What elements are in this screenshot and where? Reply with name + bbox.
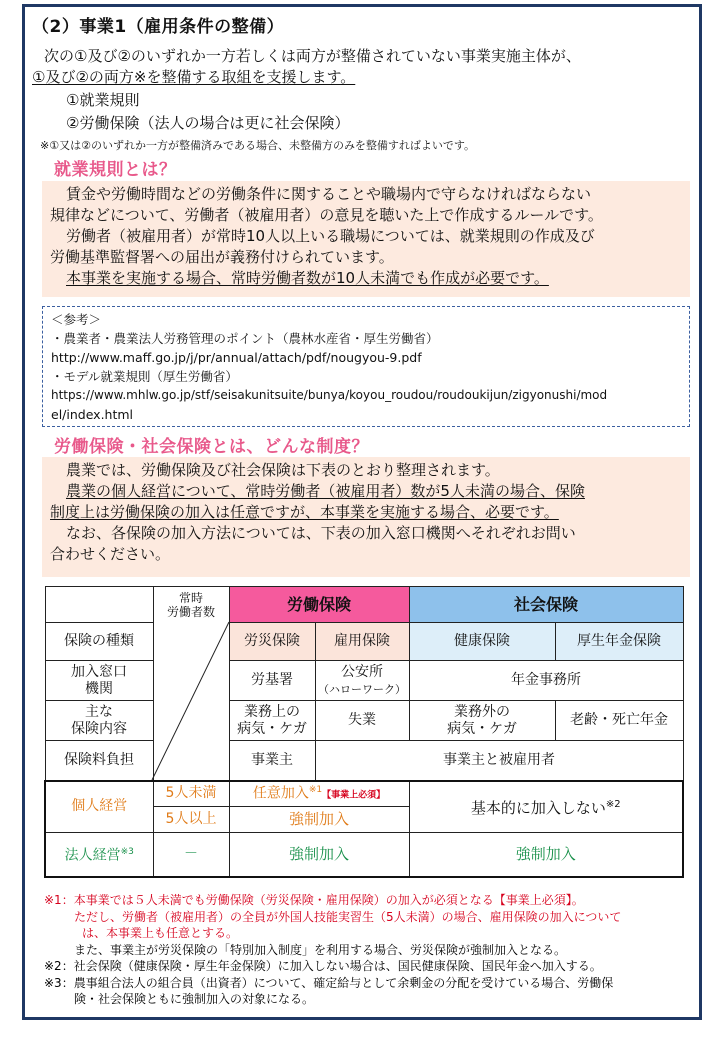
cell-not-join bbox=[409, 781, 683, 833]
cell-content-b: 失業 bbox=[315, 701, 409, 741]
cell-social-b: 厚生年金保険 bbox=[555, 623, 683, 661]
footnote-1-cont: ただし、労働者（被雇用者）の全員が外国人技能実習生（5人未満）の場合、雇用保険の加入について bbox=[74, 909, 622, 924]
section1-line: 労働基準監督署への届出が義務付けられています。 bbox=[50, 248, 394, 266]
office-b-line: 公安所 bbox=[341, 663, 383, 680]
cell-over5: 5人以上 bbox=[153, 807, 229, 833]
cell-content-d: 老齢・死亡年金 bbox=[555, 701, 683, 741]
section2-line: 合わせください。 bbox=[50, 545, 171, 563]
reference-item: ・農業者・農業法人労務管理のポイント（農林水産省・厚生労働省） bbox=[51, 331, 439, 346]
reference-link[interactable]: https://www.mhlw.go.jp/stf/seisakunitsuite/bunya/koyou_roudou/roudoukijun/zigyonushi/mod bbox=[51, 388, 608, 402]
cell-social-a: 健康保険 bbox=[409, 623, 555, 661]
cell-corp-labor: 強制加入 bbox=[229, 833, 409, 877]
cell-corp-social: 強制加入 bbox=[409, 833, 683, 877]
content-line: 病気・ケガ bbox=[447, 720, 517, 737]
content-line: 業務外の bbox=[454, 703, 510, 720]
cell-content-a bbox=[229, 701, 315, 741]
section2-line: 農業の個人経営について、常時労働者（被雇用者）数が5人未満の場合、保険 bbox=[66, 482, 585, 500]
section1-line: 賃金や労働時間などの労働条件に関することや職場内で守らなければならない bbox=[66, 185, 592, 203]
section1-line: 労働者（被雇用者）が常時10人以上いる職場については、就業規則の作成及び bbox=[66, 227, 595, 245]
reference-link[interactable]: http://www.maff.go.jp/j/pr/annual/attach/pdf/nougyou-9.pdf bbox=[51, 350, 422, 365]
section2-line: なお、各保険の加入方法については、下表の加入窓口機関へそれぞれお問い bbox=[66, 524, 576, 542]
required-tag: 【事業上必須】 bbox=[322, 791, 386, 802]
table-corner bbox=[45, 587, 153, 623]
intro-item-2: ②労働保険（法人の場合は更に社会保険） bbox=[66, 114, 350, 132]
footnote-3: ※3：農事組合法人の組合員（出資者）について、確定給与として余剰金の分配を受けている場合、労働保 bbox=[44, 975, 614, 990]
section1-line: 本事業を実施する場合、常時労働者数が10人未満でも作成が必要です。 bbox=[66, 269, 549, 287]
cell-dash: － bbox=[153, 833, 229, 877]
footnote-1-cont: は、本事業上も任意とする。 bbox=[82, 926, 239, 940]
labor-insurance-header: 労働保険 bbox=[229, 587, 409, 623]
reference-link[interactable]: el/index.html bbox=[51, 407, 134, 422]
row-label-office bbox=[45, 661, 153, 701]
section1-heading: 就業規則とは？ bbox=[54, 160, 177, 180]
diag-cell bbox=[153, 623, 229, 661]
cell-content-c bbox=[409, 701, 555, 741]
row-label-individual: 個人経営 bbox=[45, 781, 153, 833]
section2-heading: 労働保険・社会保険とは、どんな制度？ bbox=[54, 437, 369, 457]
workers-header-line: 常時 bbox=[178, 590, 203, 605]
row-label-line: 主な bbox=[85, 703, 113, 720]
footnote-2: ※2：社会保険（健康保険・厚生年金保険）に加入しない場合は、国民健康保険、国民年金へ加入する。 bbox=[44, 959, 602, 973]
intro-line-1: 次の①及び②のいずれか一方若しくは両方が整備されていない事業実施主体が、 bbox=[44, 47, 581, 65]
intro-line-2: ①及び②の両方※を整備する取組を支援します。 bbox=[32, 68, 356, 86]
footnote-1-cont: また、事業主が労災保険の「特別加入制度」を利用する場合、労災保険が強制加入となる。 bbox=[74, 942, 567, 957]
workers-header-line: 労働者数 bbox=[166, 604, 215, 619]
not-join-mark: ※2 bbox=[605, 799, 621, 811]
workers-header bbox=[153, 587, 229, 623]
diag-cell bbox=[153, 661, 229, 701]
optional-text: 任意加入 bbox=[252, 786, 309, 803]
content-line: 病気・ケガ bbox=[237, 720, 307, 737]
intro-item-1: ①就業規則 bbox=[66, 91, 140, 109]
corporate-mark: ※3 bbox=[120, 846, 134, 857]
cell-optional bbox=[229, 781, 409, 807]
section1-line: 規律などについて、労働者（被雇用者）の意見を聴いた上で作成するルールです。 bbox=[50, 206, 603, 224]
cell-office-social: 年金事務所 bbox=[409, 661, 683, 701]
cell-labor-b: 雇用保険 bbox=[315, 623, 409, 661]
section2-line: 制度上は労働保険の加入は任意ですが、本事業を実施する場合、必要です。 bbox=[50, 503, 559, 521]
optional-mark: ※1 bbox=[308, 785, 323, 796]
corporate-text: 法人経営 bbox=[64, 847, 121, 864]
intro-note: ※①又は②のいずれか一方が整備済みである場合、未整備方のみを整備すればよいです。 bbox=[40, 139, 476, 152]
row-label-burden: 保険料負担 bbox=[45, 741, 153, 781]
insurance-table bbox=[44, 586, 684, 878]
cell-mandatory: 強制加入 bbox=[229, 807, 409, 833]
row-label-line: 加入窓口 bbox=[71, 663, 127, 680]
social-insurance-header: 社会保険 bbox=[409, 587, 683, 623]
reference-label: ＜参考＞ bbox=[51, 312, 102, 327]
footnote-1: ※1：本事業では５人未満でも労働保険（労災保険・雇用保険）の加入が必須となる【事業上必須】。 bbox=[44, 893, 584, 907]
cell-under5: 5人未満 bbox=[153, 781, 229, 807]
cell-burden-social: 事業主と被雇用者 bbox=[315, 741, 683, 781]
row-label-corporate bbox=[45, 833, 153, 877]
cell-labor-a: 労災保険 bbox=[229, 623, 315, 661]
cell-office-b bbox=[315, 661, 409, 701]
diag-cell bbox=[153, 701, 229, 741]
office-b-line: （ハローワーク） bbox=[318, 682, 406, 696]
footnotes bbox=[44, 892, 621, 1008]
content-line: 業務上の bbox=[244, 703, 300, 720]
row-label-content bbox=[45, 701, 153, 741]
not-join-text: 基本的に加入しない bbox=[470, 799, 606, 818]
reference-item: ・モデル就業規則（厚生労働省） bbox=[51, 369, 238, 384]
page-title: （2）事業1（雇用条件の整備） bbox=[32, 17, 285, 37]
row-label-line: 機関 bbox=[85, 680, 113, 697]
row-label-type: 保険の種類 bbox=[45, 623, 153, 661]
cell-burden-labor: 事業主 bbox=[229, 741, 315, 781]
row-label-line: 保険内容 bbox=[71, 720, 127, 737]
section2-line: 農業では、労働保険及び社会保険は下表のとおり整理されます。 bbox=[66, 461, 500, 479]
cell-office-a: 労基署 bbox=[229, 661, 315, 701]
footnote-3-cont: 険・社会保険ともに強制加入の対象になる。 bbox=[74, 992, 315, 1006]
diag-cell bbox=[153, 741, 229, 781]
